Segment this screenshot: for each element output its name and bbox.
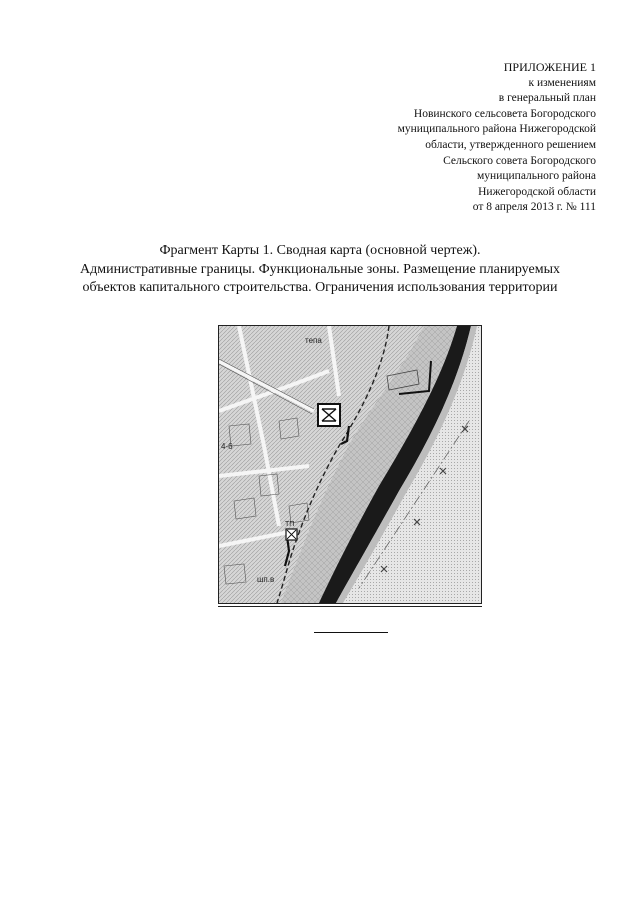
annex-line: Новинского сельсовета Богородского — [413, 107, 596, 120]
caption-line-2: Административные границы. Функциональные зоны. Размещение планируемых — [80, 261, 560, 277]
map-label-bottom: шп.в — [257, 575, 275, 584]
map-image — [219, 326, 481, 603]
caption-line-1: Фрагмент Карты 1. Сводная карта (основной чертеж). — [159, 243, 481, 258]
map-label-top: тепа — [305, 336, 322, 345]
transformer-marker-icon — [286, 529, 297, 540]
map-fragment — [218, 325, 482, 604]
map-label-left: 4-6 — [221, 442, 233, 451]
map-label-marker: ТП — [285, 521, 295, 528]
annex-line: муниципального района Нижегородской — [397, 123, 596, 136]
annex-line: Нижегородской области — [478, 185, 596, 198]
end-rule — [314, 632, 388, 633]
annex-header — [296, 60, 596, 216]
substation-marker-icon — [318, 404, 340, 426]
map-caption — [40, 242, 600, 298]
annex-line: в генеральный план — [498, 92, 596, 105]
annex-line: к изменениям — [528, 76, 596, 89]
caption-line-3: объектов капитального строительства. Ограничения использования территории — [82, 280, 558, 295]
annex-line: области, утвержденного решением — [425, 138, 596, 151]
annex-line: от 8 апреля 2013 г. № 111 — [472, 201, 596, 214]
annex-title: ПРИЛОЖЕНИЕ 1 — [503, 60, 596, 74]
annex-line: Сельского совета Богородского — [443, 154, 596, 167]
map-bottom-rule — [218, 606, 482, 607]
annex-line: муниципального района — [477, 170, 596, 183]
